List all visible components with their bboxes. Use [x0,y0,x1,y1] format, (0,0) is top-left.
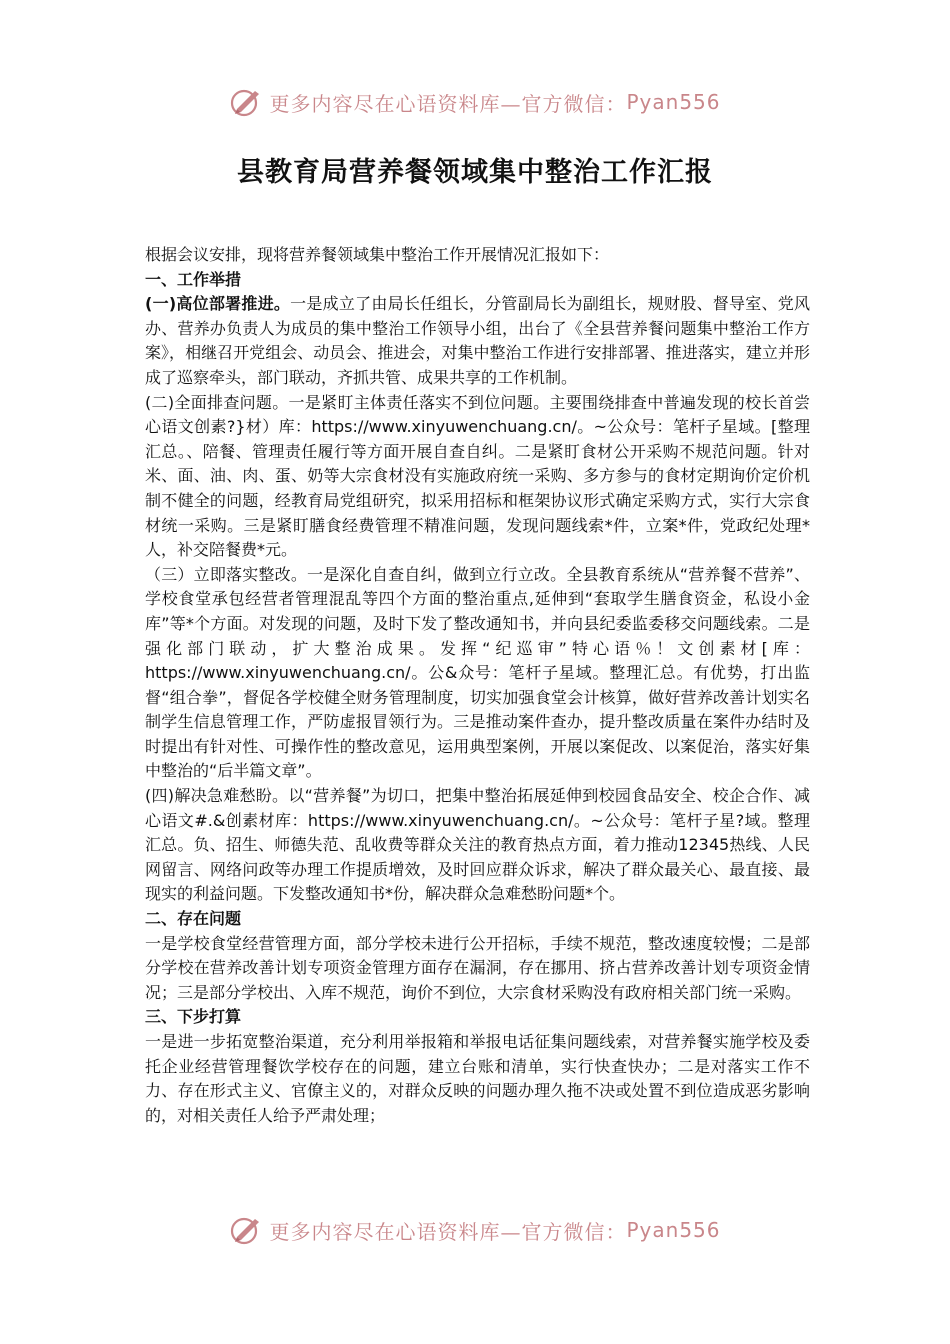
paragraph-text: 一是成立了由局长任组长，分管副局长为副组长，规财股、督导室、党风办、营养办负责人为成员的集中整治工作领导小组，出台了《全县营养餐问题集中整治工作方案》，相继召开党组会、动员会、推进会，对集中整治工作进行安排部署、推进落实，建立并形成了巡察牵头，部门联动，齐抓共管、成果共享的工作机制。 [145,294,810,387]
watermark-id: Pyan556 [626,1218,721,1242]
paragraph-investigation: (二)全面排查问题。一是紧盯主体责任落实不到位问题。主要围绕排查中普遍发现的校长首尝心语文创素?}材）库：https://www.xinyuwenchuang.cn/。~公众号：笔杆子星域。[整理汇总。、陪餐、管理责任履行等方面开展自查自纠。二是紧盯食材公开采购不规范问题。针对米、面、油、肉、蛋、奶等大宗食材没有实施政府统一采购、多方参与的食材定期询价定价机制不健全的问题，经教育局党组研究，拟采用招标和框架协议形式确定采购方式，实行大宗食材统一采购。三是紧盯膳食经费管理不精准问题，发现问题线索*件，立案*件，党政纪处理*人，补交陪餐费*元。 [145,392,810,560]
section-heading-plans: 三、下步打算 [145,1007,242,1027]
watermark-banner-top [0,82,950,122]
pen-logo-icon [229,85,263,119]
page-title: 县教育局营养餐领域集中整治工作汇报 [237,157,713,188]
watermark-id: Pyan556 [626,90,721,114]
watermark-text: 更多内容尽在心语资料库—官方微信： [269,1219,627,1244]
intro-paragraph: 根据会议安排，现将营养餐领域集中整治工作开展情况汇报如下： [145,245,610,264]
paragraph-rectification: （三）立即落实整改。一是深化自查自纠，做到立行立改。全县教育系统从“营养餐不营养”、学校食堂承包经营者管理混乱等四个方面的整治重点,延伸到“套取学生膳食资金，私设小金库”等*个方面。对发现的问题，及时下发了整改通知书，并向县纪委监委移交问题线索。二是强化部门联动，扩大整治成果。发挥“纪巡审”特心语％！文创素材[库：https://www.xinyuwenchuang.cn/。公&众号：笔杆子星域。整理汇总。有优势，打出监督“组合拳”，督促各学校健全财务管理制度，切实加强食堂会计核算，做好营养改善计划实名制学生信息管理工作，严防虚报冒领行为。三是推动案件查办，提升整改质量在案件办结时及时提出有针对性、可操作性的整改意见，运用典型案例，开展以案促改、以案促治，落实好集中整治的“后半篇文章”。 [145,564,810,781]
watermark-banner-bottom [0,1210,950,1250]
pen-logo-icon [229,1213,263,1247]
paragraph-lead: (一)高位部署推进。 [145,294,291,314]
document-body [145,243,810,1128]
paragraph-problems: 一是学校食堂经营管理方面，部分学校未进行公开招标，手续不规范，整改速度较慢；二是部分学校在营养改善计划专项资金管理方面存在漏洞，存在挪用、挤占营养改善计划专项资金情况；三是部分学校出、入库不规范，询价不到位，大宗食材采购没有政府相关部门统一采购。 [145,933,810,1002]
paragraph-deployment [145,292,810,390]
section-heading-measures: 一、工作举措 [145,269,242,289]
section-heading-problems: 二、存在问题 [145,909,242,929]
watermark-text: 更多内容尽在心语资料库—官方微信： [269,91,627,116]
paragraph-plans: 一是进一步拓宽整治渠道，充分利用举报箱和举报电话征集问题线索，对营养餐实施学校及委托企业经营管理餐饮学校存在的问题，建立台账和清单，实行快查快办；二是对落实工作不力、存在形式主义、官僚主义的，对群众反映的问题办理久拖不决或处置不到位造成恶劣影响的，对相关责任人给予严肃处理； [145,1032,810,1125]
paragraph-urgent-issues: (四)解决急难愁盼。以“营养餐”为切口，把集中整治拓展延伸到校园食品安全、校企合作、减心语文#.&创素材库：https://www.xinyuwenchuang.cn/。~公众号：笔杆子星?域。整理汇总。负、招生、师德失范、乱收费等群众关注的教育热点方面，着力推动12345热线、人民网留言、网络问政等办理工作提质增效，及时回应群众诉求，解决了群众最关心、最直接、最现实的利益问题。下发整改通知书*份，解决群众急难愁盼问题*个。 [145,786,810,904]
